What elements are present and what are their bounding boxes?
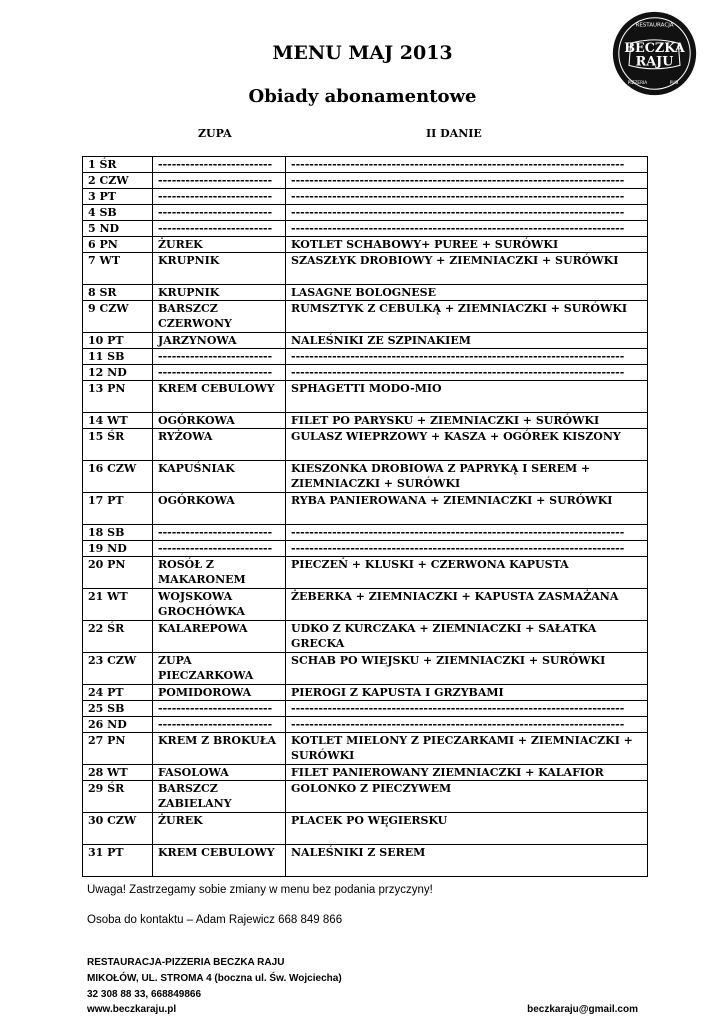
menu-cell-soup: KREM Z BROKUŁA: [153, 733, 286, 765]
column-header-main: II DANIE: [426, 127, 482, 140]
menu-row: [83, 845, 648, 877]
menu-row: [83, 221, 648, 237]
menu-row: [83, 461, 648, 493]
menu-cell-soup: ZUPA PIECZARKOWA: [153, 653, 286, 685]
menu-cell-main: NALEŚNIKI Z SEREM: [286, 845, 648, 877]
page-subtitle: Obiady abonamentowe: [248, 86, 477, 107]
menu-cell-soup: WOJSKOWA GROCHÓWKA: [153, 589, 286, 621]
menu-cell-day: 17 PT: [83, 493, 153, 525]
menu-row: [83, 733, 648, 765]
menu-cell-soup: KALAREPOWA: [153, 621, 286, 653]
menu-cell-soup: -------------------------: [153, 701, 286, 717]
menu-cell-day: 13 PN: [83, 381, 153, 413]
menu-row: [83, 349, 648, 365]
website-link[interactable]: www.beczkaraju.pl: [87, 1004, 177, 1015]
menu-cell-soup: OGÓRKOWA: [153, 413, 286, 429]
menu-cell-main: RYBA PANIEROWANA + ZIEMNIACZKI + SURÓWKI: [286, 493, 648, 525]
menu-row: [83, 173, 648, 189]
menu-cell-day: 31 PT: [83, 845, 153, 877]
menu-cell-day: 19 ND: [83, 541, 153, 557]
menu-row: [83, 365, 648, 381]
menu-row: [83, 301, 648, 333]
menu-cell-day: 26 ND: [83, 717, 153, 733]
menu-row: [83, 701, 648, 717]
menu-cell-day: 29 ŚR: [83, 781, 153, 813]
menu-row: [83, 813, 648, 845]
menu-row: [83, 525, 648, 541]
menu-cell-main: PIECZEŃ + KLUSKI + CZERWONA KAPUSTA: [286, 557, 648, 589]
menu-cell-day: 12 ND: [83, 365, 153, 381]
menu-cell-day: 20 PN: [83, 557, 153, 589]
menu-cell-main: GOLONKO Z PIECZYWEM: [286, 781, 648, 813]
menu-cell-soup: KREM CEBULOWY: [153, 845, 286, 877]
menu-cell-day: 14 WT: [83, 413, 153, 429]
menu-cell-day: 28 WT: [83, 765, 153, 781]
menu-cell-main: SCHAB PO WIEJSKU + ZIEMNIACZKI + SURÓWKI: [286, 653, 648, 685]
menu-cell-soup: JARZYNOWA: [153, 333, 286, 349]
menu-cell-soup: KRUPNIK: [153, 253, 286, 285]
menu-cell-day: 1 ŚR: [83, 157, 153, 173]
menu-row: [83, 237, 648, 253]
menu-row: [83, 717, 648, 733]
menu-cell-soup: -------------------------: [153, 525, 286, 541]
menu-cell-day: 15 ŚR: [83, 429, 153, 461]
menu-cell-main: -------------------------------------------------------------------------: [286, 205, 648, 221]
menu-cell-soup: KRUPNIK: [153, 285, 286, 301]
menu-cell-day: 25 SB: [83, 701, 153, 717]
menu-cell-main: KIESZONKA DROBIOWA Z PAPRYKĄ I SEREM + ZIEMNIACZKI + SURÓWKI: [286, 461, 648, 493]
menu-table-body: [83, 157, 648, 877]
email-link[interactable]: beczkaraju@gmail.com: [527, 1004, 638, 1015]
column-header-soup: ZUPA: [198, 127, 232, 140]
menu-cell-day: 11 SB: [83, 349, 153, 365]
address-line-3: 32 308 88 33, 668849866: [87, 989, 201, 1000]
menu-cell-day: 24 PT: [83, 685, 153, 701]
menu-cell-main: FILET PO PARYSKU + ZIEMNIACZKI + SURÓWKI: [286, 413, 648, 429]
menu-row: [83, 557, 648, 589]
menu-cell-soup: -------------------------: [153, 541, 286, 557]
menu-cell-day: 8 SR: [83, 285, 153, 301]
logo-right-text: PUB: [669, 81, 679, 87]
menu-cell-main: PLACEK PO WĘGIERSKU: [286, 813, 648, 845]
menu-row: [83, 413, 648, 429]
menu-row: [83, 653, 648, 685]
menu-row: [83, 765, 648, 781]
address-line-1: RESTAURACJA-PIZZERIA BECZKA RAJU: [87, 957, 285, 968]
menu-cell-day: 9 CZW: [83, 301, 153, 333]
logo-left-text: PIZZERIA: [627, 81, 648, 87]
warning-note: Uwaga! Zastrzegamy sobie zmiany w menu bez podania przyczyny!: [87, 884, 433, 896]
menu-cell-day: 21 WT: [83, 589, 153, 621]
logo-line-1: BECZKA: [624, 40, 685, 56]
menu-row: [83, 781, 648, 813]
menu-cell-soup: OGÓRKOWA: [153, 493, 286, 525]
menu-cell-soup: -------------------------: [153, 365, 286, 381]
menu-cell-main: RUMSZTYK Z CEBULKĄ + ZIEMNIACZKI + SURÓWKI: [286, 301, 648, 333]
menu-cell-day: 10 PT: [83, 333, 153, 349]
menu-cell-main: -------------------------------------------------------------------------: [286, 525, 648, 541]
menu-cell-soup: -------------------------: [153, 205, 286, 221]
menu-row: [83, 253, 648, 285]
menu-cell-day: 7 WT: [83, 253, 153, 285]
menu-row: [83, 333, 648, 349]
menu-table: [82, 156, 648, 877]
menu-row: [83, 685, 648, 701]
menu-cell-soup: RYŻOWA: [153, 429, 286, 461]
menu-cell-day: 2 CZW: [83, 173, 153, 189]
menu-cell-main: LASAGNE BOLOGNESE: [286, 285, 648, 301]
menu-cell-soup: BARSZCZ ZABIELANY: [153, 781, 286, 813]
menu-row: [83, 189, 648, 205]
menu-cell-soup: -------------------------: [153, 157, 286, 173]
menu-cell-main: ŻEBERKA + ZIEMNIACZKI + KAPUSTA ZASMAŻANA: [286, 589, 648, 621]
menu-cell-main: KOTLET SCHABOWY+ PUREE + SURÓWKI: [286, 237, 648, 253]
menu-cell-day: 23 CZW: [83, 653, 153, 685]
menu-row: [83, 381, 648, 413]
menu-cell-main: GULASZ WIEPRZOWY + KASZA + OGÓREK KISZONY: [286, 429, 648, 461]
menu-row: [83, 589, 648, 621]
menu-cell-soup: -------------------------: [153, 349, 286, 365]
menu-cell-soup: KAPUŚNIAK: [153, 461, 286, 493]
menu-cell-main: NALEŚNIKI ZE SZPINAKIEM: [286, 333, 648, 349]
menu-cell-main: -------------------------------------------------------------------------: [286, 157, 648, 173]
menu-cell-main: -------------------------------------------------------------------------: [286, 173, 648, 189]
menu-cell-main: -------------------------------------------------------------------------: [286, 717, 648, 733]
contact-note: Osoba do kontaktu – Adam Rajewicz 668 849 866: [87, 914, 343, 926]
menu-cell-day: 18 SB: [83, 525, 153, 541]
menu-cell-soup: ŻUREK: [153, 813, 286, 845]
menu-cell-main: -------------------------------------------------------------------------: [286, 365, 648, 381]
menu-cell-main: -------------------------------------------------------------------------: [286, 349, 648, 365]
menu-cell-soup: BARSZCZ CZERWONY: [153, 301, 286, 333]
menu-cell-day: 6 PN: [83, 237, 153, 253]
menu-cell-soup: ROSÓŁ Z MAKARONEM: [153, 557, 286, 589]
menu-cell-main: PIEROGI Z KAPUSTA I GRZYBAMI: [286, 685, 648, 701]
menu-row: [83, 493, 648, 525]
menu-cell-day: 27 PN: [83, 733, 153, 765]
menu-cell-main: -------------------------------------------------------------------------: [286, 189, 648, 205]
menu-cell-soup: -------------------------: [153, 717, 286, 733]
menu-row: [83, 621, 648, 653]
menu-cell-soup: ŻUREK: [153, 237, 286, 253]
menu-row: [83, 157, 648, 173]
menu-cell-main: -------------------------------------------------------------------------: [286, 221, 648, 237]
menu-row: [83, 205, 648, 221]
menu-cell-main: -------------------------------------------------------------------------: [286, 701, 648, 717]
menu-cell-soup: -------------------------: [153, 173, 286, 189]
menu-cell-day: 3 PT: [83, 189, 153, 205]
menu-cell-soup: FASOLOWA: [153, 765, 286, 781]
menu-cell-day: 16 CZW: [83, 461, 153, 493]
menu-cell-day: 5 ND: [83, 221, 153, 237]
menu-cell-main: SZASZŁYK DROBIOWY + ZIEMNIACZKI + SURÓWKI: [286, 253, 648, 285]
menu-row: [83, 429, 648, 461]
menu-cell-soup: POMIDOROWA: [153, 685, 286, 701]
page-title: MENU MAJ 2013: [272, 42, 453, 64]
menu-row: [83, 285, 648, 301]
menu-cell-day: 22 ŚR: [83, 621, 153, 653]
menu-cell-main: KOTLET MIELONY Z PIECZARKAMI + ZIEMNIACZKI + SURÓWKI: [286, 733, 648, 765]
menu-cell-soup: -------------------------: [153, 221, 286, 237]
menu-cell-day: 4 SB: [83, 205, 153, 221]
menu-cell-soup: KREM CEBULOWY: [153, 381, 286, 413]
logo-line-2: RAJU: [635, 54, 674, 70]
menu-cell-soup: -------------------------: [153, 189, 286, 205]
menu-cell-main: -------------------------------------------------------------------------: [286, 541, 648, 557]
menu-cell-main: SPHAGETTI MODO-MIO: [286, 381, 648, 413]
menu-row: [83, 541, 648, 557]
address-line-2: MIKOŁÓW, UL. STROMA 4 (boczna ul. Św. Wojciecha): [87, 973, 342, 984]
menu-cell-main: FILET PANIEROWANY ZIEMNIACZKI + KALAFIOR: [286, 765, 648, 781]
menu-cell-day: 30 CZW: [83, 813, 153, 845]
logo-top-text: RESTAURACJA: [635, 22, 674, 29]
menu-cell-main: UDKO Z KURCZAKA + ZIEMNIACZKI + SAŁATKA GRECKA: [286, 621, 648, 653]
restaurant-logo: [612, 11, 697, 96]
